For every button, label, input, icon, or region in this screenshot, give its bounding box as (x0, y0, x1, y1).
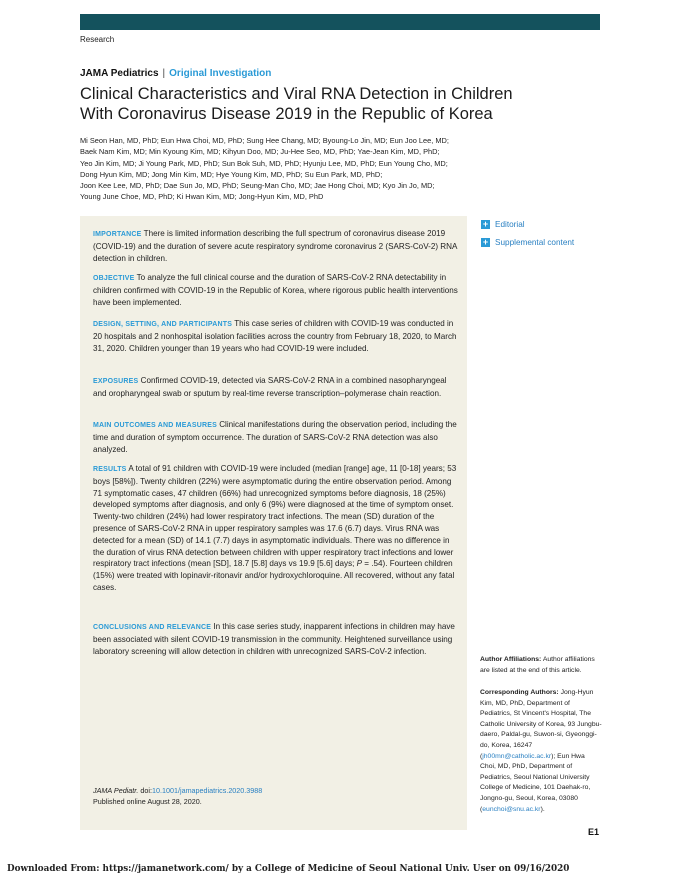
section-text: This case series of children with COVID-19 was conducted in 20 hospitals and 2 nonhospital isolation facilities across the country from February 18, 2020, to March 31, 2020. Children younger than 19 years who had COVID-19 were included. (93, 319, 457, 353)
author-line: Dong Hyun Kim, MD; Jong Min Kim, MD; Hye Young Kim, MD, PhD; Su Eun Park, MD, PhD; (80, 169, 383, 179)
corresponding-text: ); Eun Hwa Choi, MD, PhD, Department of Pediatrics, Seoul National University College of Medicine, 101 Daehak-ro, Jongno-gu, Seoul, Korea, 03080 ( (480, 752, 591, 813)
affiliations-text: Author affiliations are listed at the end of this article. (480, 656, 595, 674)
abstract-results (93, 463, 461, 594)
author-list (80, 135, 480, 203)
section-text: Confirmed COVID-19, detected via SARS-CoV-2 RNA in a combined nasopharyngeal and oropharyngeal swab or sputum by real-time reverse transcription–polymerase chain reaction. (93, 376, 447, 398)
editorial-link[interactable] (481, 215, 574, 233)
affiliations-label: Author Affiliations: (480, 656, 542, 663)
plus-icon: + (482, 236, 489, 247)
corresponding-label: Corresponding Authors: (480, 689, 559, 696)
author-line: Young June Choe, MD, PhD; Ki Hwan Kim, MD; Jong-Hyun Kim, MD, PhD (80, 192, 324, 202)
editorial-link-label: Editorial (495, 219, 525, 229)
journal-abbreviation: JAMA Pediatr. (93, 786, 139, 795)
download-footer: Downloaded From: https://jamanetwork.com/ by a College of Medicine of Seoul National Univ. User on 09/16/2020 (7, 864, 570, 874)
author-line: Baek Nam Kim, MD; Min Kyoung Kim, MD; Kihyun Doo, MD; Ju-Hee Seo, MD, PhD; Yae-Jean Kim, MD, PhD; (80, 147, 440, 157)
article-type: Original Investigation (169, 68, 272, 79)
doi-prefix: doi: (140, 786, 152, 795)
published-date: Published online August 28, 2020. (93, 796, 202, 806)
abstract-exposures (93, 375, 461, 400)
section-text: = .54). Fourteen children (15%) were treated with lopinavir-ritonavir and/or hydroxychloroquine. All recovered, without any fatal cases. (93, 559, 455, 592)
article-title (80, 84, 540, 124)
header-bar (80, 14, 600, 30)
abstract-outcomes (93, 419, 461, 455)
corresponding-authors (480, 688, 602, 815)
journal-separator: | (162, 68, 166, 79)
author-line: Joon Kee Lee, MD, PhD; Dae Sun Jo, MD, PhD; Seung-Man Cho, MD; Jae Hong Choi, MD; Kyo Jin Jo, MD; (80, 181, 435, 191)
title-line-2: With Coronavirus Disease 2019 in the Republic of Korea (80, 105, 493, 123)
abstract-design (93, 318, 461, 354)
section-heading: MAIN OUTCOMES AND MEASURES (93, 422, 217, 429)
abstract-importance (93, 228, 461, 264)
section-text: Clinical manifestations during the observation period, including the time and duration of symptom occurrence. The duration of SARS-CoV-2 RNA detection was also analyzed. (93, 420, 457, 454)
section-heading: DESIGN, SETTING, AND PARTICIPANTS (93, 321, 233, 328)
section-heading: EXPOSURES (93, 378, 139, 385)
email-link[interactable]: eunchoi@snu.ac.kr (482, 805, 541, 813)
email-link[interactable]: jh00mn@catholic.ac.kr (482, 752, 552, 760)
corresponding-text: Jong-Hyun Kim, MD, PhD, Department of Pediatrics, St Vincent's Hospital, The Catholic University of Korea, 93 Jungbu-daero, Paldal-gu, Suwon-si, Gyeonggi-do, Korea, 16247 ( (480, 689, 602, 760)
abstract-objective (93, 272, 461, 308)
sidebar-links (481, 215, 574, 251)
plus-icon: + (482, 218, 489, 229)
section-text: To analyze the full clinical course and the duration of SARS-CoV-2 RNA detectability in children confirmed with COVID-19 in the Republic of Korea, where rigorous public health interventions have been implemented. (93, 273, 458, 307)
author-affiliations (480, 655, 602, 676)
supplemental-link-label: Supplemental content (495, 237, 575, 247)
citation (93, 786, 453, 807)
section-heading: OBJECTIVE (93, 275, 135, 282)
abstract-box (80, 216, 467, 830)
citation-line (93, 786, 453, 797)
section-text: There is limited information describing the full spectrum of coronavirus disease 2019 (COVID-19) and the duration of severe acute respiratory syndrome coronavirus 2 (SARS-CoV-2) RNA detection in children. (93, 229, 457, 263)
journal-name: JAMA Pediatrics (80, 68, 159, 79)
page-number: E1 (588, 827, 600, 837)
corresponding-text: ). (540, 805, 545, 813)
section-text: In this case series study, inapparent infections in children may have been associated with silent COVID-19 transmission in the community. Heightened surveillance using laboratory screening will allow detection in children with unrecognized SARS-CoV-2 infection. (93, 622, 455, 656)
section-text: A total of 91 children with COVID-19 were included (median [range] age, 11 [0-18] years; 53 boys [58%]). Twenty children (22%) were asymptomatic during the entire observation period. Among 71 symptomatic cases, 47 children (66%) had unrecognized symptoms before diagnosis, 18 (25%) developed symptoms after diagnosis, and only 6 (9%) were diagnosed at the time of symptom onset. Twenty-two children (24%) had lower respiratory tract infections. The mean (SD) duration of the presence of SARS-CoV-2 RNA in upper respiratory samples was 17.6 (6.7) days. Virus RNA was detected for a mean (SD) of 14.1 (7.7) days in asymptomatic individuals. There was no difference in the duration of virus RNA detection between children with upper respiratory tract infections and lower respiratory tract infections (mean [SD], 18.7 [5.8] days vs 19.9 [5.6] days; (93, 464, 457, 569)
section-heading: IMPORTANCE (93, 231, 142, 238)
journal-line (80, 68, 271, 79)
doi-link[interactable]: 10.1001/jamapediatrics.2020.3988 (152, 786, 263, 795)
author-line: Mi Seon Han, MD, PhD; Eun Hwa Choi, MD, PhD; Sung Hee Chang, MD; Byoung-Lo Jin, MD; Eun Joo Lee, MD; (80, 136, 449, 145)
section-heading: CONCLUSIONS AND RELEVANCE (93, 624, 212, 631)
supplemental-content-link[interactable] (481, 233, 574, 251)
title-line-1: Clinical Characteristics and Viral RNA Detection in Children (80, 85, 513, 103)
p-value-symbol: P (356, 559, 363, 569)
section-label: Research (80, 35, 115, 44)
section-heading: RESULTS (93, 466, 127, 473)
abstract-conclusions (93, 621, 461, 657)
author-line: Yeo Jin Kim, MD; Ji Young Park, MD, PhD; Sun Bok Suh, MD, PhD; Hyunju Lee, MD, PhD; Eun Young Cho, MD; (80, 158, 448, 168)
